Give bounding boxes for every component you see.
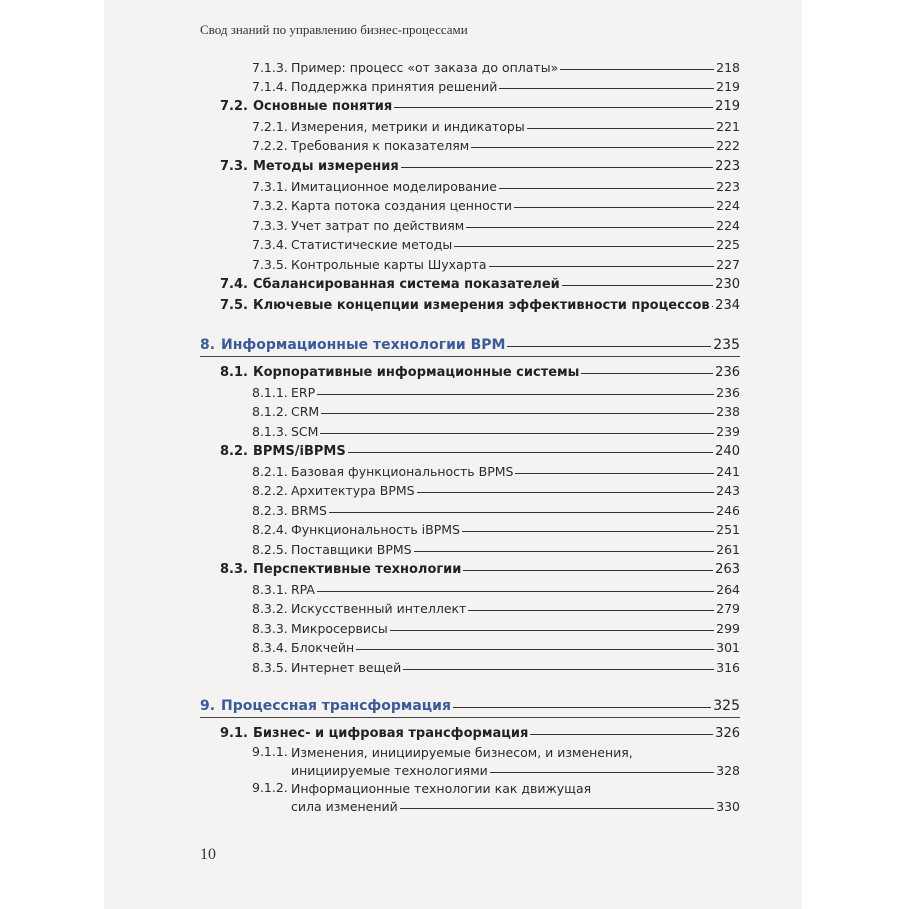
toc-entry-number: 8.1.2.: [252, 404, 288, 419]
leader-line: [463, 570, 713, 571]
leader-line: [320, 433, 714, 434]
toc-entry-number: 7.2.2.: [252, 138, 288, 153]
toc-entry: [252, 483, 740, 498]
toc-entry-page: 328: [716, 763, 740, 778]
toc-entry-page: 236: [715, 365, 740, 380]
toc-section: [220, 99, 740, 114]
toc-entry-number: 7.1.3.: [252, 60, 288, 75]
toc-entry-page: 240: [715, 444, 740, 459]
toc-entry: [252, 601, 740, 616]
toc-entry-title: Ключевые концепции измерения эффективности процессов: [253, 298, 710, 313]
toc-entry-title: BPMS/iBPMS: [253, 444, 346, 459]
toc-entry-title: Карта потока создания ценности: [291, 198, 513, 213]
toc-entry-title: RPA: [291, 582, 315, 597]
toc-entry: [252, 138, 740, 153]
toc-entry: [252, 218, 740, 233]
leader-line: [400, 808, 714, 809]
leader-line: [390, 630, 714, 631]
toc-entry-page: 223: [715, 159, 740, 174]
toc-entry-number: 8.1.1.: [252, 385, 288, 400]
toc-entry-number: 8.3.2.: [252, 601, 288, 616]
toc-entry-title: Корпоративные информационные системы: [253, 365, 580, 380]
toc-entry-page: 299: [716, 621, 740, 636]
leader-line: [562, 285, 713, 286]
toc-entry-number: 7.4.: [220, 277, 248, 292]
toc-entry: [252, 179, 740, 194]
toc-entry: [252, 119, 740, 134]
toc-entry: [252, 79, 740, 94]
toc-entry-page: 227: [716, 257, 740, 272]
toc-section: [220, 298, 740, 313]
leader-line: [560, 69, 714, 70]
leader-line: [712, 306, 714, 307]
leader-line: [471, 147, 714, 148]
toc-entry-title: BRMS: [291, 503, 327, 518]
toc-entry-title: Поставщики BPMS: [291, 542, 412, 557]
toc-section: [220, 277, 740, 292]
toc-chapter-title: Процессная трансформация: [221, 698, 451, 714]
leader-line: [514, 207, 714, 208]
toc-entry-title-line1: Изменения, инициируемые бизнесом, и изменения,: [291, 745, 633, 760]
toc-entry: [252, 237, 740, 252]
toc-chapter: [200, 698, 740, 714]
leader-line: [466, 227, 714, 228]
toc-entry-number: 9.1.: [220, 726, 248, 741]
toc-entry: [252, 198, 740, 213]
toc-entry-number: 8.2.1.: [252, 464, 288, 479]
toc-entry: [252, 542, 740, 557]
toc-entry-number: 7.1.4.: [252, 79, 288, 94]
toc-entry: [252, 257, 740, 272]
leader-line: [499, 88, 714, 89]
toc-entry-page: 316: [716, 660, 740, 675]
toc-entry-page: 246: [716, 503, 740, 518]
toc-entry-number: 8.2.2.: [252, 483, 288, 498]
toc-entry-title: Бизнес- и цифровая трансформация: [253, 726, 529, 741]
toc-section: [220, 444, 740, 459]
toc-entry: [252, 464, 740, 479]
toc-entry-page: 224: [716, 198, 740, 213]
leader-line: [581, 373, 713, 374]
toc-entry-page: 251: [716, 522, 740, 537]
toc-entry-number: 8.1.: [220, 365, 248, 380]
toc-entry-page: 230: [715, 277, 740, 292]
toc-entry-number: 8.3.4.: [252, 640, 288, 655]
toc-entry-title: Учет затрат по действиям: [291, 218, 465, 233]
toc-entry-page: 234: [715, 298, 740, 313]
toc-entry-title: Методы измерения: [253, 159, 399, 174]
toc-entry-number: 7.3.3.: [252, 218, 288, 233]
toc-entry-title: Поддержка принятия решений: [291, 79, 498, 94]
toc-entry-number: 8.3.5.: [252, 660, 288, 675]
leader-line: [317, 394, 714, 395]
toc-entry: [252, 60, 740, 75]
page-number: 10: [200, 846, 216, 863]
toc-entry-title: Пример: процесс «от заказа до оплаты»: [291, 60, 559, 75]
leader-line: [489, 266, 715, 267]
toc-entry-title: Имитационное моделирование: [291, 179, 497, 194]
toc-entry: [252, 522, 740, 537]
toc-entry-page: 301: [716, 640, 740, 655]
toc-section: [220, 159, 740, 174]
toc-chapter-title: Информационные технологии BPM: [221, 337, 506, 353]
toc-entry-page: 239: [716, 424, 740, 439]
toc-entry-number: 7.5.: [220, 298, 248, 313]
toc-entry-page: 241: [716, 464, 740, 479]
leader-line: [321, 413, 714, 414]
leader-line: [468, 610, 714, 611]
toc-entry-number: 7.3.1.: [252, 179, 288, 194]
leader-line: [401, 167, 714, 168]
toc-entry-page: 219: [715, 99, 740, 114]
toc-entry-number: 8.3.1.: [252, 582, 288, 597]
toc-entry-page: 224: [716, 218, 740, 233]
toc-entry-title-line2: сила изменений: [291, 799, 398, 814]
toc-entry-number: 8.3.: [220, 562, 248, 577]
toc-chapter-number: 9.: [200, 698, 216, 714]
toc-entry-title: Измерения, метрики и индикаторы: [291, 119, 525, 134]
leader-line: [453, 707, 711, 708]
toc-entry-page: 236: [716, 385, 740, 400]
toc-entry-page: 325: [713, 698, 740, 714]
toc-section: [220, 365, 740, 380]
toc-entry-number: 7.3.4.: [252, 237, 288, 252]
toc-section: [220, 726, 740, 741]
toc-entry-title-line1: Информационные технологии как движущая: [291, 781, 592, 796]
leader-line: [515, 473, 714, 474]
toc-entry-title: Требования к показателям: [291, 138, 470, 153]
toc-entry-title: Контрольные карты Шухарта: [291, 257, 487, 272]
leader-line: [530, 734, 713, 735]
toc-entry-number: 7.3.5.: [252, 257, 288, 272]
toc-entry-number: 8.2.5.: [252, 542, 288, 557]
toc-entry-page: 243: [716, 483, 740, 498]
toc-entry: [252, 582, 740, 597]
toc-entry-page: 222: [716, 138, 740, 153]
leader-line: [490, 772, 714, 773]
toc-section: [220, 562, 740, 577]
toc-entry-page: 263: [715, 562, 740, 577]
toc-entry-page: 235: [713, 337, 740, 353]
toc-entry: [252, 424, 740, 439]
toc-entry-title: Интернет вещей: [291, 660, 402, 675]
toc-entry-number: 9.1.1.: [252, 744, 288, 759]
chapter-rule: [200, 717, 740, 718]
leader-line: [462, 531, 714, 532]
toc-entry-page: 221: [716, 119, 740, 134]
toc-entry-title: Функциональность iBPMS: [291, 522, 460, 537]
chapter-rule: [200, 356, 740, 357]
leader-line: [348, 452, 713, 453]
toc-entry-page: 223: [716, 179, 740, 194]
toc-entry-number: 8.2.4.: [252, 522, 288, 537]
toc-entry-number: 8.3.3.: [252, 621, 288, 636]
toc-entry-title: ERP: [291, 385, 316, 400]
leader-line: [317, 591, 714, 592]
leader-line: [356, 649, 714, 650]
toc-entry-page: 264: [716, 582, 740, 597]
toc-entry: [252, 780, 740, 816]
toc-entry-number: 8.2.3.: [252, 503, 288, 518]
toc-entry-title: Блокчейн: [291, 640, 355, 655]
toc-entry-page: 238: [716, 404, 740, 419]
toc-entry-page: 261: [716, 542, 740, 557]
toc-entry-title-line2: инициируемые технологиями: [291, 763, 488, 778]
toc-entry-page: 330: [716, 799, 740, 814]
toc-entry-number: 8.2.: [220, 444, 248, 459]
toc-entry-title: Основные понятия: [253, 99, 393, 114]
leader-line: [403, 669, 714, 670]
toc-entry-title: CRM: [291, 404, 320, 419]
toc-entry-title: Базовая функциональность BPMS: [291, 464, 514, 479]
toc-entry-page: 326: [715, 726, 740, 741]
leader-line: [499, 188, 714, 189]
leader-line: [527, 128, 714, 129]
toc-entry-number: 8.1.3.: [252, 424, 288, 439]
toc-entry-page: 279: [716, 601, 740, 616]
toc-entry-number: 7.3.2.: [252, 198, 288, 213]
leader-line: [417, 492, 715, 493]
toc-entry-title: Искусственный интеллект: [291, 601, 467, 616]
toc-entry-number: 7.3.: [220, 159, 248, 174]
toc-entry: [252, 640, 740, 655]
toc-entry-page: 225: [716, 237, 740, 252]
toc-entry-page: 219: [716, 79, 740, 94]
running-header: Свод знаний по управлению бизнес-процессами: [200, 22, 468, 37]
toc-entry: [252, 621, 740, 636]
toc-entry-title: Статистические методы: [291, 237, 453, 252]
toc-entry-title: Архитектура BPMS: [291, 483, 415, 498]
toc-entry-title: Сбалансированная система показателей: [253, 277, 560, 292]
toc-entry-number: 9.1.2.: [252, 780, 288, 795]
toc-entry: [252, 744, 740, 780]
toc-entry-number: 7.2.: [220, 99, 248, 114]
toc-entry-title: Перспективные технологии: [253, 562, 462, 577]
leader-line: [414, 551, 715, 552]
leader-line: [329, 512, 714, 513]
toc-entry: [252, 503, 740, 518]
toc-entry-page: 218: [716, 60, 740, 75]
leader-line: [507, 346, 711, 347]
leader-line: [454, 246, 714, 247]
toc-entry-number: 7.2.1.: [252, 119, 288, 134]
toc-entry: [252, 385, 740, 400]
toc-entry: [252, 660, 740, 675]
toc-entry-title: Микросервисы: [291, 621, 388, 636]
toc-entry-title: SCM: [291, 424, 319, 439]
toc-entry: [252, 404, 740, 419]
leader-line: [394, 107, 713, 108]
toc-chapter: [200, 337, 740, 353]
toc-chapter-number: 8.: [200, 337, 216, 353]
